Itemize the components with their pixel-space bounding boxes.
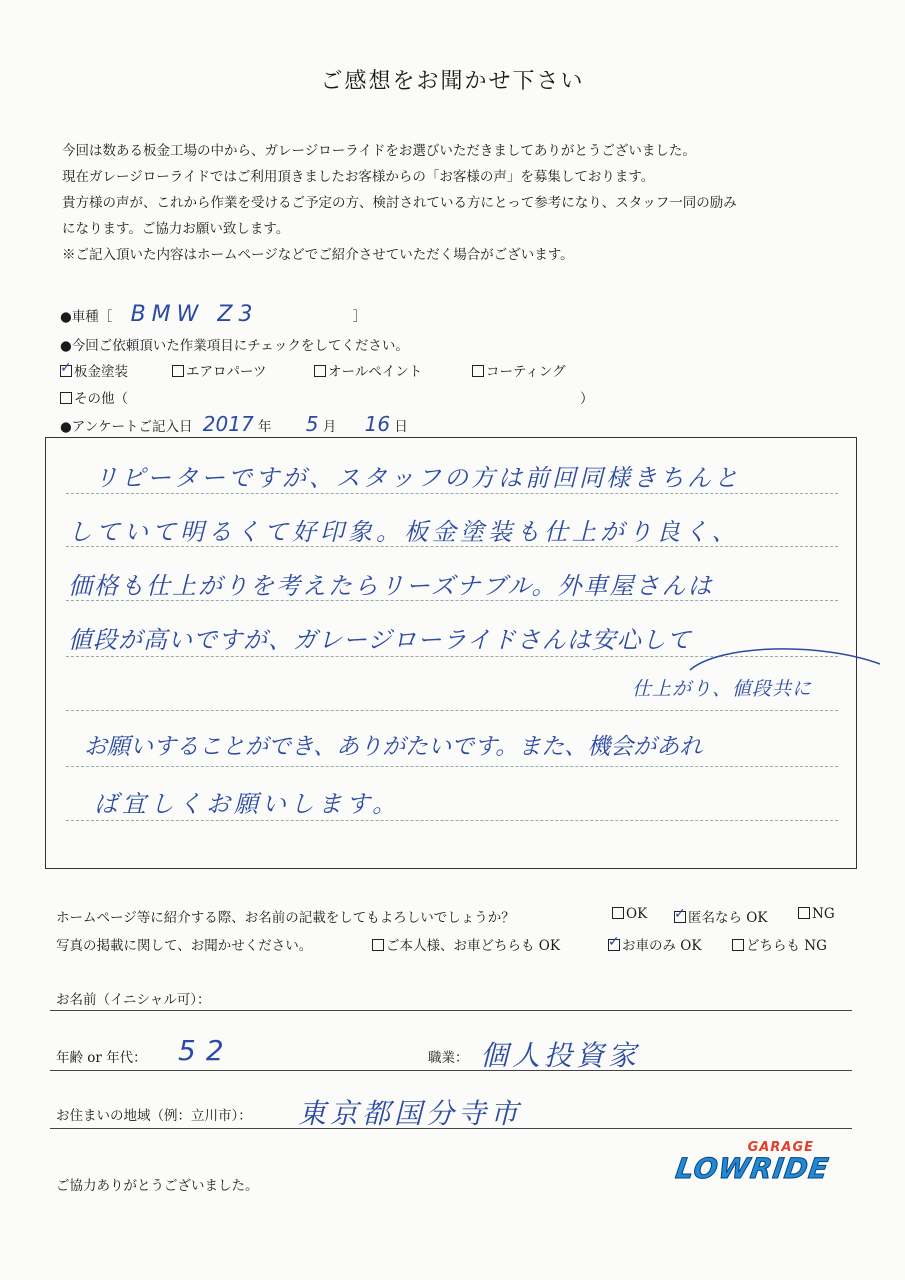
check-icon: ✓ <box>60 360 72 376</box>
work-option-label: 板金塗装 <box>74 364 128 380</box>
work-option-other[interactable] <box>60 387 128 407</box>
intro-line: ※ご記入頂いた内容はホームページなどでご紹介させていただく場合がございます。 <box>62 247 574 263</box>
date-day[interactable]: 16 <box>364 412 391 436</box>
work-option-aero[interactable] <box>172 360 266 380</box>
comment-line: 価格も仕上がりを考えたらリーズナブル。外車屋さんは <box>68 572 714 600</box>
photo-option-both[interactable] <box>372 934 560 954</box>
work-prompt: ●今回ご依頼頂いた作業項目にチェックをしてください。 <box>60 338 409 354</box>
checkbox-aero[interactable] <box>172 365 184 377</box>
comment-line: ば宜しくお願いします。 <box>94 790 401 818</box>
work-other-close: ） <box>580 391 594 407</box>
date-label: ●アンケートご記入日 <box>60 419 193 435</box>
comment-line: お願いすることができ、ありがたいです。また、機会があれ <box>84 734 703 760</box>
name-option-ok[interactable] <box>612 906 647 922</box>
checkbox-name-anonymous[interactable] <box>674 906 686 923</box>
intro-line: になります。ご協力お願い致します。 <box>62 221 290 237</box>
comment-line: 値段が高いですが、ガレージローライドさんは安心して <box>68 626 692 654</box>
vehicle-row <box>60 302 366 327</box>
option-label: OK <box>626 906 648 922</box>
date-row <box>60 412 408 436</box>
photo-option-car[interactable] <box>608 934 701 954</box>
age-label: 年齢 or 年代： <box>56 1050 147 1066</box>
work-option-label: その他（ <box>74 391 128 407</box>
intro-line: 貴方様の声が、これから作業を受けるご予定の方、検討されている方にとって参考になり、スタッフ一同の励み <box>62 195 737 211</box>
option-label: どちらも NG <box>746 938 827 954</box>
job-value[interactable]: 個人投資家 <box>480 1039 641 1072</box>
date-day-unit: 日 <box>394 419 408 435</box>
checkbox-other[interactable] <box>60 392 72 404</box>
work-option-label: エアロパーツ <box>186 364 267 380</box>
logo-top-text: GARAGE <box>747 1140 814 1155</box>
comment-line: していて明るくて好印象。板金塗装も仕上がり良く、 <box>68 518 740 546</box>
date-month-unit: 月 <box>322 419 337 435</box>
job-label: 職業： <box>428 1050 469 1066</box>
intro-line: 現在ガレージローライドではご利用頂きましたお客様からの「お客様の声」を募集しております。 <box>62 169 655 185</box>
option-label: ご本人様、お車どちらも OK <box>386 938 560 954</box>
comment-insert: 仕上がり、値段共に <box>632 678 813 700</box>
photo-option-ng[interactable] <box>732 934 827 954</box>
vehicle-close: ］ <box>352 309 367 325</box>
intro-line: 今回は数ある板金工場の中から、ガレージローライドをお選びいただきましてありがとうございました。 <box>62 143 696 159</box>
insert-caret-icon <box>680 640 900 690</box>
page-title: ご感想をお聞かせ下さい <box>320 69 585 94</box>
checkbox-photo-car[interactable] <box>608 934 620 951</box>
work-option-label: コーティング <box>486 364 566 380</box>
date-year[interactable]: 2017 <box>202 412 254 436</box>
photo-consent-question: 写真の掲載に関して、お聞かせください。 <box>56 938 313 954</box>
work-option-label: オールペイント <box>328 364 423 380</box>
check-icon: ✓ <box>674 906 686 922</box>
garage-lowride-logo <box>673 1140 832 1190</box>
comment-line: リピーターですが、スタッフの方は前回同様きちんと <box>94 464 742 492</box>
work-option-bodywork[interactable] <box>60 360 128 380</box>
checkbox-photo-ng[interactable] <box>732 939 744 951</box>
area-value[interactable]: 東京都国分寺市 <box>298 1097 523 1130</box>
checkbox-coating[interactable] <box>472 365 484 377</box>
logo-main-text: LOWRIDE <box>673 1152 832 1185</box>
checkbox-name-ng[interactable] <box>798 907 810 919</box>
checkbox-name-ok[interactable] <box>612 907 624 919</box>
age-value[interactable]: 52 <box>178 1034 234 1067</box>
option-label: 匿名なら OK <box>688 910 768 926</box>
name-option-ng[interactable] <box>798 906 835 922</box>
area-label: お住まいの地域（例：立川市）： <box>56 1108 252 1124</box>
name-consent-question: ホームページ等に紹介する際、お名前の記載をしてもよろしいでしょうか？ <box>56 910 515 926</box>
intro-paragraph <box>62 138 737 268</box>
checkbox-photo-both[interactable] <box>372 939 384 951</box>
work-option-allpaint[interactable] <box>314 360 422 380</box>
date-month[interactable]: 5 <box>305 412 319 436</box>
vehicle-label: ●車種［ <box>60 309 113 325</box>
checkbox-bodywork[interactable] <box>60 360 72 377</box>
check-icon: ✓ <box>608 934 620 950</box>
option-label: NG <box>812 906 835 922</box>
name-label: お名前（イニシャル可）： <box>56 992 211 1008</box>
thanks-text: ご協力ありがとうございました。 <box>56 1178 259 1194</box>
date-year-unit: 年 <box>257 419 272 435</box>
vehicle-value[interactable]: BMW Z3 <box>130 302 259 327</box>
option-label: お車のみ OK <box>622 938 702 954</box>
checkbox-allpaint[interactable] <box>314 365 326 377</box>
name-option-anonymous[interactable] <box>674 906 767 926</box>
work-option-coating[interactable] <box>472 360 566 380</box>
